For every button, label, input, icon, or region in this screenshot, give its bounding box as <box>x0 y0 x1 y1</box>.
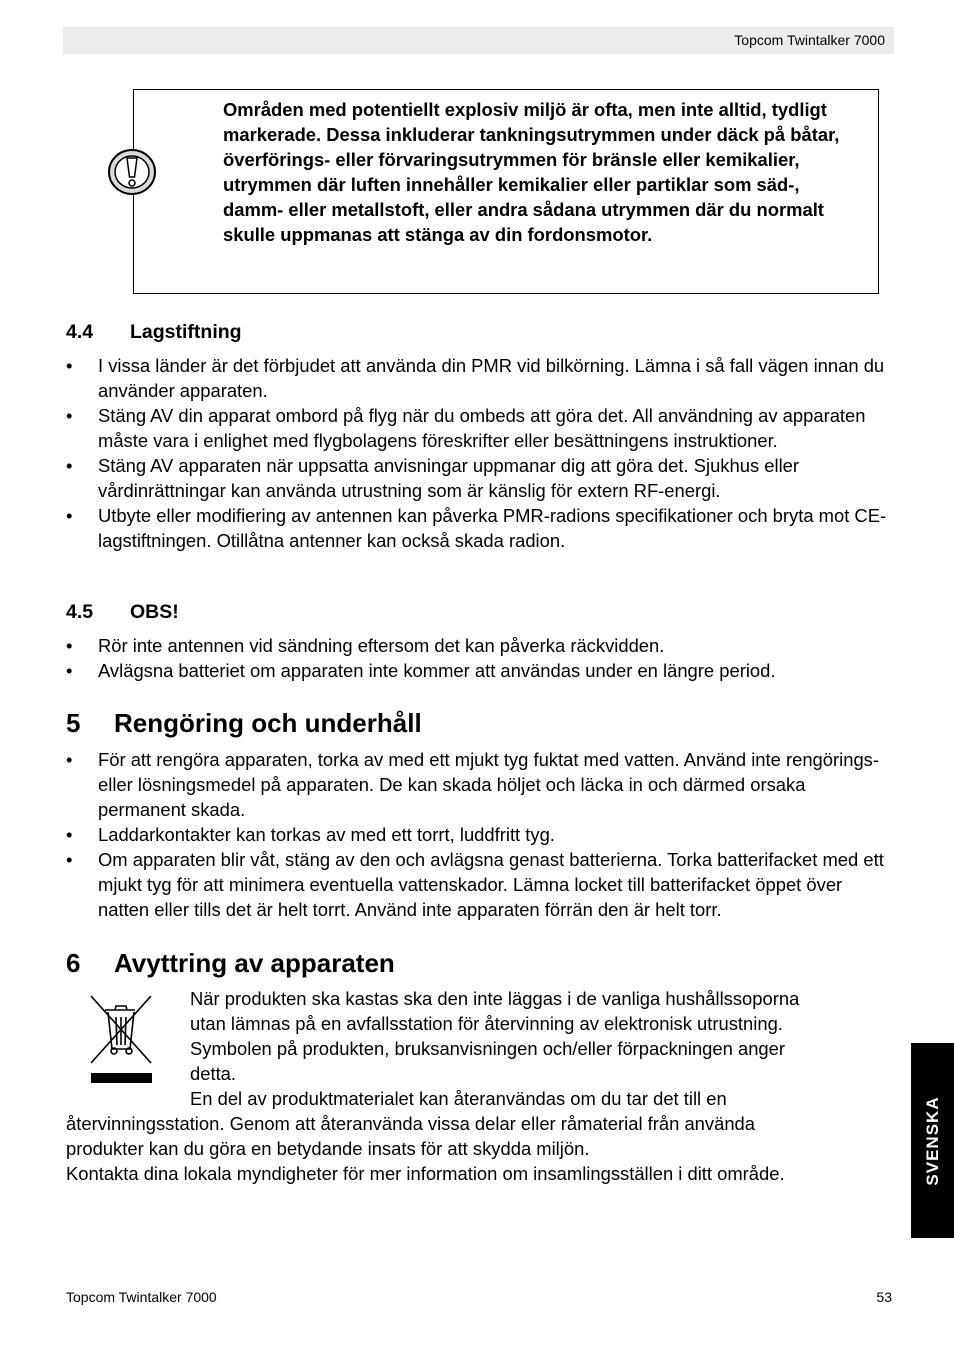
section-number: 5 <box>66 708 81 738</box>
list-item: • I vissa länder är det förbjudet att använda din PMR vid bilkörning. Lämna i så fall vägen innan du använder apparaten. <box>66 355 885 401</box>
section-title: OBS! <box>130 601 179 623</box>
header-title: Topcom Twintalker 7000 <box>734 32 885 48</box>
page-header <box>63 27 894 54</box>
list-item: • Om apparaten blir våt, stäng av den och avlägsna genast batterierna. Torka batterifacket med ett mjukt tyg för att minimera eventuella vattenskador. Lämna locket till batterifacket öppet över natten eller tills det är helt torrt. Använd inte apparaten förrän den är helt torr. <box>66 849 884 920</box>
warning-text: Områden med potentiellt explosiv miljö är ofta, men inte alltid, tydligt markerade. Dessa inkluderar tankningsutrymmen under däck på båtar, överförings- eller förvaringsutrymmen för bränsle eller kemikalier, utrymmen där luften innehåller kemikalier eller partiklar som säd-, damm- eller metallstoft, eller andra sådana utrymmen där du normalt skulle uppmanas att stänga av din fordonsmotor. <box>223 99 840 245</box>
section-title: Avyttring av apparaten <box>114 948 395 978</box>
exclamation-icon <box>107 148 157 196</box>
section-number: 4.4 <box>66 321 94 343</box>
section-title: Rengöring och underhåll <box>114 708 422 738</box>
language-side-tab <box>911 1043 954 1238</box>
page-number: 53 <box>876 1289 892 1305</box>
disposal-text-full: återvinningsstation. Genom att återanvända vissa delar eller råmaterial från använda produkter kan du göra en betydande insats för att skydda miljön. Kontakta dina lokala myndigheter för mer information om insamlingsställen i ditt område. <box>66 1113 785 1184</box>
list-item: • Stäng AV apparaten när uppsatta anvisningar uppmanar dig att göra det. Sjukhus eller vårdinrättningar kan använda utrustning som är känslig för extern RF-energi. <box>66 455 800 501</box>
section-6-heading <box>66 948 395 979</box>
section-4-5-heading <box>66 601 179 624</box>
section-4-5-list <box>66 633 896 683</box>
list-item: • För att rengöra apparaten, torka av med ett mjukt tyg fuktat med vatten. Använd inte rengörings- eller lösningsmedel på apparaten. De kan skada höljet och läcka in och därmed orsaka permanent skada. <box>66 749 879 820</box>
section-4-4-heading <box>66 321 242 344</box>
list-item: • Utbyte eller modifiering av antennen kan påverka PMR-radions specifikationer och bryta mot CE-lagstiftningen. Otillåtna antenner kan också skada radion. <box>66 505 887 551</box>
section-4-4-list <box>66 353 896 553</box>
section-title: Lagstiftning <box>130 321 242 343</box>
section-number: 6 <box>66 948 81 978</box>
footer-title: Topcom Twintalker 7000 <box>66 1289 217 1305</box>
list-item: • Rör inte antennen vid sändning eftersom det kan påverka räckvidden. <box>66 635 665 656</box>
list-item: • Laddarkontakter kan torkas av med ett torrt, luddfritt tyg. <box>66 824 555 845</box>
weee-crossed-bin-icon <box>88 993 154 1085</box>
disposal-text-wrapped: När produkten ska kastas ska den inte läggas i de vanliga hushållssoporna utan lämnas på en avfallsstation för återvinning av elektronisk utrustning. Symbolen på produkten, bruksanvisningen och/eller förpackningen anger detta. En del av produktmaterialet kan återanvändas om du tar det till en <box>190 988 800 1109</box>
list-item: • Stäng AV din apparat ombord på flyg när du ombeds att göra det. All användning av apparaten måste vara i enlighet med flygbolagens föreskrifter eller besättningens instruktioner. <box>66 405 866 451</box>
section-5-heading <box>66 708 422 739</box>
section-5-list <box>66 747 896 922</box>
list-item: • Avlägsna batteriet om apparaten inte kommer att användas under en längre period. <box>66 660 776 681</box>
language-label: SVENSKA <box>922 1095 942 1186</box>
section-number: 4.5 <box>66 601 94 623</box>
